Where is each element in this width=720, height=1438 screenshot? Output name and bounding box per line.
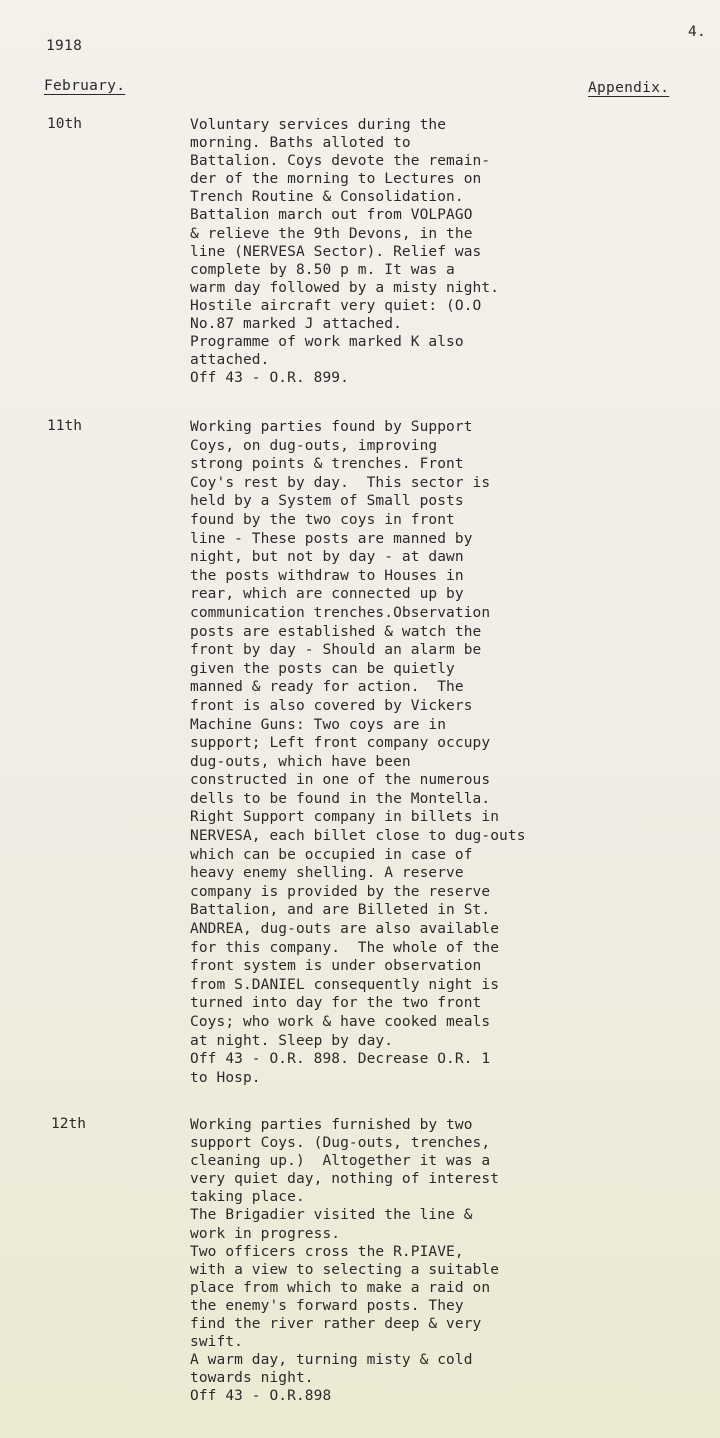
- entry-line: line (NERVESA Sector). Relief was: [190, 243, 482, 260]
- entry-line: support Coys. (Dug-outs, trenches,: [190, 1135, 491, 1152]
- entry-line: towards night.: [190, 1370, 314, 1387]
- entry-line: attached.: [190, 352, 270, 369]
- entry-line: turned into day for the two front: [190, 995, 482, 1012]
- year-label: 1918: [46, 38, 83, 54]
- entry-line: der of the morning to Lectures on: [190, 171, 482, 188]
- entry-line: posts are established & watch the: [190, 623, 482, 640]
- entry-line: Voluntary services during the: [190, 117, 447, 133]
- entry-line: Battalion, and are Billeted in St.: [190, 902, 491, 919]
- entry-line: morning. Baths alloted to: [190, 135, 411, 152]
- entry-line: front system is under observation: [190, 958, 482, 975]
- entry-line: warm day followed by a misty night.: [190, 279, 500, 296]
- entry-line: Coy's rest by day. This sector is: [190, 474, 491, 491]
- entry-line: for this company. The whole of the: [190, 939, 500, 956]
- entry-line: cleaning up.) Altogether it was a: [190, 1153, 491, 1170]
- entry-line: which can be occupied in case of: [190, 846, 473, 863]
- entry-line: & relieve the 9th Devons, in the: [190, 225, 473, 242]
- entry-line: find the river rather deep & very: [190, 1316, 482, 1333]
- entry-line: complete by 8.50 p m. It was a: [190, 261, 455, 278]
- diary-entry-10th: [190, 116, 690, 387]
- diary-entry-12th: [190, 1116, 690, 1406]
- entry-line: Off 43 - O.R.898: [190, 1388, 332, 1405]
- entry-date-10th: 10th: [47, 116, 82, 132]
- entry-line: heavy enemy shelling. A reserve: [190, 865, 464, 882]
- entry-line: No.87 marked J attached.: [190, 316, 402, 333]
- entry-line: from S.DANIEL consequently night is: [190, 976, 500, 993]
- entry-line: manned & ready for action. The: [190, 679, 464, 696]
- entry-line: work in progress.: [190, 1225, 341, 1242]
- entry-line: ANDREA, dug-outs are also available: [190, 921, 500, 938]
- entry-line: Right Support company in billets in: [190, 809, 500, 826]
- entry-line: Machine Guns: Two coys are in: [190, 716, 447, 733]
- entry-line: The Brigadier visited the line &: [190, 1207, 473, 1224]
- entry-line: front by day - Should an alarm be: [190, 642, 482, 659]
- entry-line: communication trenches.Observation: [190, 604, 491, 621]
- entry-line: swift.: [190, 1334, 243, 1351]
- entry-line: Off 43 - O.R. 898. Decrease O.R. 1: [190, 1051, 491, 1068]
- entry-line: Coys, on dug-outs, improving: [190, 437, 438, 454]
- entry-line: given the posts can be quietly: [190, 660, 455, 677]
- entry-line: Hostile aircraft very quiet: (O.O: [190, 297, 482, 314]
- entry-line: at night. Sleep by day.: [190, 1032, 394, 1049]
- entry-line: constructed in one of the numerous: [190, 772, 491, 789]
- entry-line: held by a System of Small posts: [190, 493, 464, 510]
- entry-line: very quiet day, nothing of interest: [190, 1171, 500, 1188]
- entry-line: Trench Routine & Consolidation.: [190, 189, 464, 206]
- entry-date-12th: 12th: [51, 1116, 86, 1132]
- entry-line: Two officers cross the R.PIAVE,: [190, 1243, 464, 1260]
- entry-line: Off 43 - O.R. 899.: [190, 370, 349, 387]
- entry-line: Battalion. Coys devote the remain-: [190, 153, 491, 170]
- entry-line: support; Left front company occupy: [190, 735, 491, 752]
- entry-line: A warm day, turning misty & cold: [190, 1352, 473, 1369]
- entry-line: dells to be found in the Montella.: [190, 790, 491, 807]
- appendix-heading: Appendix.: [588, 80, 670, 96]
- entry-line: the posts withdraw to Houses in: [190, 567, 464, 584]
- entry-line: strong points & trenches. Front: [190, 456, 464, 473]
- entry-line: place from which to make a raid on: [190, 1279, 491, 1296]
- entry-line: Working parties found by Support: [190, 419, 473, 435]
- diary-entry-11th: [190, 418, 690, 1087]
- entry-line: line - These posts are manned by: [190, 530, 473, 547]
- entry-line: Programme of work marked K also: [190, 334, 464, 351]
- entry-line: Working parties furnished by two: [190, 1117, 473, 1133]
- entry-line: the enemy's forward posts. They: [190, 1297, 464, 1314]
- month-heading: February.: [44, 78, 126, 94]
- entry-line: dug-outs, which have been: [190, 753, 411, 770]
- entry-line: night, but not by day - at dawn: [190, 549, 464, 566]
- entry-line: company is provided by the reserve: [190, 883, 491, 900]
- entry-line: with a view to selecting a suitable: [190, 1261, 500, 1278]
- entry-line: rear, which are connected up by: [190, 586, 464, 603]
- entry-date-11th: 11th: [47, 418, 82, 434]
- entry-line: to Hosp.: [190, 1069, 261, 1086]
- entry-line: front is also covered by Vickers: [190, 697, 473, 714]
- entry-line: Battalion march out from VOLPAGO: [190, 207, 473, 224]
- entry-line: Coys; who work & have cooked meals: [190, 1014, 491, 1030]
- entry-line: found by the two coys in front: [190, 511, 455, 528]
- entry-line: NERVESA, each billet close to dug-outs: [190, 828, 526, 845]
- page-number: 4.: [688, 24, 707, 40]
- entry-line: taking place.: [190, 1189, 305, 1206]
